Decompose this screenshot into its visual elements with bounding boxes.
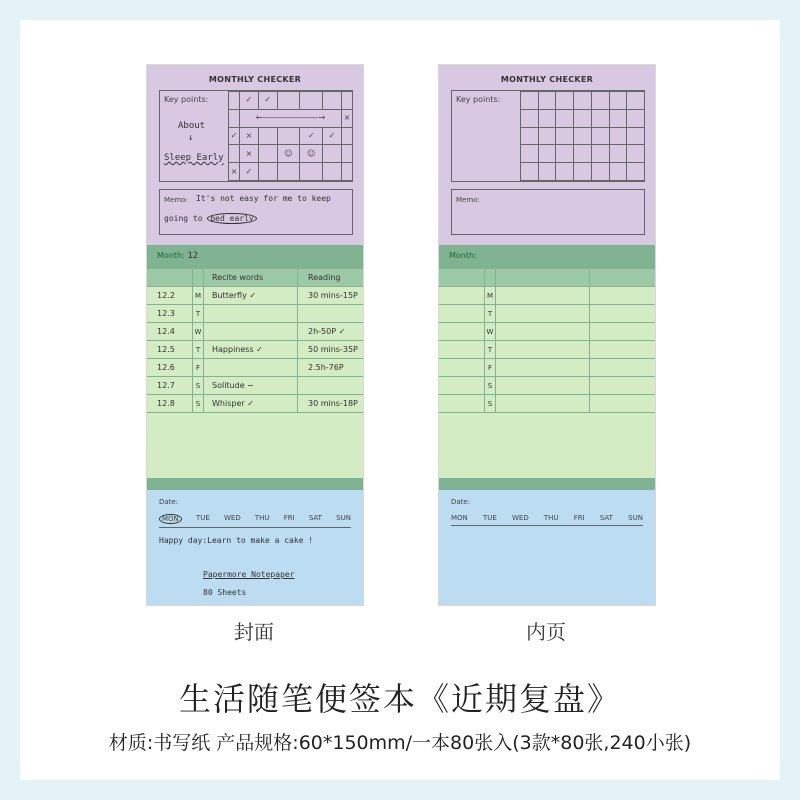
month-value: 12 (187, 251, 199, 261)
caption-inner-page: 内页 (526, 620, 566, 644)
table-row (147, 395, 363, 413)
memo-line-2-b: bed early (207, 213, 256, 224)
day-sat: SAT (308, 514, 322, 522)
row-day: W (193, 323, 204, 341)
sheets-text: 80 Sheets (203, 588, 247, 597)
product-title: 生活随笔便签本《近期复盘》 (178, 680, 621, 718)
day-sat: SAT (599, 514, 613, 522)
row-reading: 30 mins-18P (298, 395, 364, 413)
row-day: S (485, 395, 496, 413)
row-date: 12.4 (147, 323, 193, 341)
day-sun: SUN (336, 514, 351, 522)
day-fri: FRI (283, 514, 295, 522)
table-row (439, 323, 655, 341)
memo-box (451, 189, 645, 235)
month-bar (147, 245, 363, 269)
table-row (439, 395, 655, 413)
product-spec: 材质:书写纸 产品规格:60*150mm/一本80张入(3款*80张,240小张) (108, 732, 692, 754)
day-wed: WED (223, 514, 241, 522)
table-row (439, 377, 655, 395)
day-mon: MON (451, 514, 468, 522)
key-points-label: Key points: (164, 95, 209, 104)
key-points-box (159, 90, 353, 182)
weekday-row (451, 514, 643, 526)
caption-cover: 封面 (234, 620, 274, 644)
table-row (439, 287, 655, 305)
daily-log-section (439, 245, 655, 490)
row-date: 12.6 (147, 359, 193, 377)
row-reading: 50 mins-35P (298, 341, 364, 359)
month-label: Month: (449, 251, 477, 260)
row-words (204, 323, 298, 341)
down-arrow: ↓ (188, 133, 194, 143)
month-label (157, 251, 198, 261)
row-day: F (485, 359, 496, 377)
monthly-checker-title: MONTHLY CHECKER (208, 75, 302, 84)
col-reading: Reading (298, 269, 364, 287)
row-day: T (193, 305, 204, 323)
monthly-checker-section (439, 65, 655, 245)
day-thu: THU (254, 514, 270, 522)
row-words: Happiness ✓ (204, 341, 298, 359)
day-mon: MON (159, 514, 182, 524)
key-points-grid (520, 91, 645, 181)
month-text: Month: (157, 251, 185, 260)
table-row (147, 341, 363, 359)
row-reading (298, 377, 364, 395)
cover-notepad (146, 64, 364, 606)
memo-label: Memo: (164, 196, 188, 204)
row-words: Whisper ✓ (204, 395, 298, 413)
sleep-early-text: Sleep Early (164, 153, 224, 163)
daily-log-table (439, 269, 655, 413)
table-row (147, 323, 363, 341)
product-frame (20, 20, 780, 780)
notepaper-text: Papermore Notepaper (203, 570, 295, 579)
day-tue: TUE (195, 514, 210, 522)
row-words (204, 359, 298, 377)
month-bar (439, 245, 655, 269)
row-reading: 30 mins-15P (298, 287, 364, 305)
day-thu: THU (543, 514, 559, 522)
memo-line-1: It's not easy for me to keep (196, 194, 331, 203)
monthly-checker-section (147, 65, 363, 245)
inner-page-notepad (438, 64, 656, 606)
date-label: Date: (451, 498, 471, 506)
row-day: M (193, 287, 204, 305)
table-row (439, 359, 655, 377)
table-row (147, 305, 363, 323)
table-row (439, 305, 655, 323)
memo-line-2-a: going to (164, 214, 208, 223)
table-header-row (439, 269, 655, 287)
day-wed: WED (511, 514, 529, 522)
day-sun: SUN (628, 514, 643, 522)
row-day: W (485, 323, 496, 341)
date-label: Date: (159, 498, 179, 506)
table-row (439, 341, 655, 359)
row-reading: 2h-50P ✓ (298, 323, 364, 341)
day-fri: FRI (573, 514, 585, 522)
memo-label: Memo: (456, 196, 480, 204)
date-memo-section (147, 490, 363, 605)
green-bottom-bar (439, 478, 655, 490)
table-row (147, 287, 363, 305)
row-day: T (485, 341, 496, 359)
row-date: 12.3 (147, 305, 193, 323)
row-words (204, 305, 298, 323)
row-date: 12.5 (147, 341, 193, 359)
row-date: 12.2 (147, 287, 193, 305)
daily-log-table (147, 269, 363, 413)
row-day: F (193, 359, 204, 377)
row-date: 12.8 (147, 395, 193, 413)
weekday-row (159, 514, 351, 528)
about-text: About (178, 121, 206, 131)
green-bottom-bar (147, 478, 363, 490)
day-tue: TUE (482, 514, 497, 522)
memo-box (159, 189, 353, 235)
monthly-checker-title: MONTHLY CHECKER (500, 75, 594, 84)
memo-line-2 (164, 214, 257, 223)
row-day: T (193, 341, 204, 359)
row-day: S (193, 377, 204, 395)
row-day: S (193, 395, 204, 413)
row-day: M (485, 287, 496, 305)
row-words: Solitude ∽ (204, 377, 298, 395)
table-row (147, 359, 363, 377)
row-reading (298, 305, 364, 323)
daily-log-section (147, 245, 363, 490)
row-day: S (485, 377, 496, 395)
col-recite-words: Recite words (204, 269, 298, 287)
row-reading: 2.5h-76P (298, 359, 364, 377)
key-points-box (451, 90, 645, 182)
table-row (147, 377, 363, 395)
happy-day-text: Happy day:Learn to make a cake ! (159, 536, 314, 545)
table-header-row (147, 269, 363, 287)
key-points-grid: ✓ ✓ ←―――――――→ × ✓ × ✓ ✓ × ☺ ☺ × ✓ (228, 91, 353, 181)
row-day: T (485, 305, 496, 323)
key-points-label: Key points: (456, 95, 501, 104)
date-memo-section (439, 490, 655, 605)
row-date: 12.7 (147, 377, 193, 395)
row-words: Butterfly ✓ (204, 287, 298, 305)
